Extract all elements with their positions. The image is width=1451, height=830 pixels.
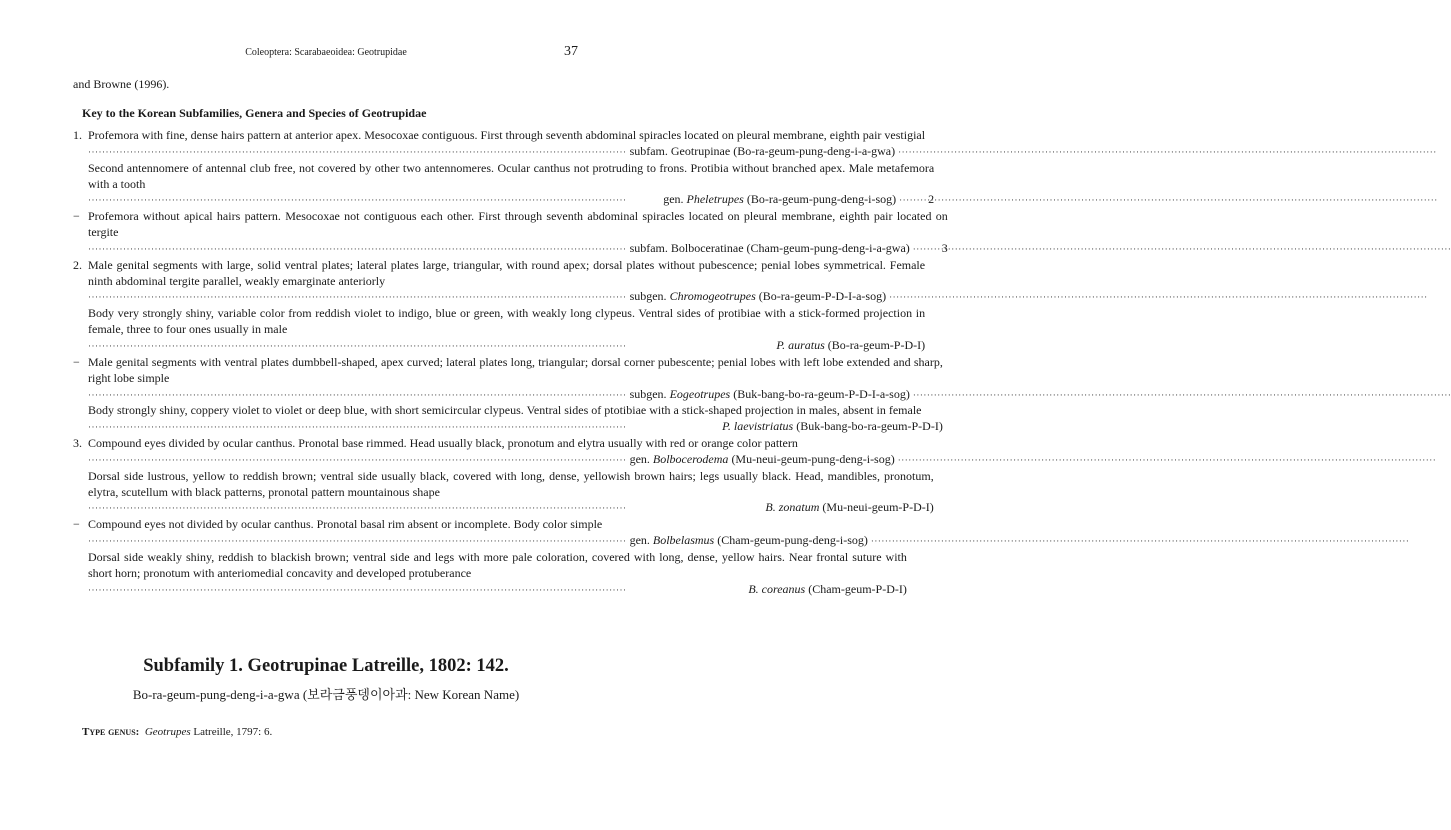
leader-dots bbox=[88, 388, 627, 404]
couplet-result-line bbox=[88, 533, 907, 550]
couplet-reference: 3 bbox=[941, 240, 948, 255]
leader-dots bbox=[889, 290, 925, 306]
leader-dots bbox=[88, 453, 627, 469]
couplet-text bbox=[88, 469, 934, 501]
rank-prefix: gen. bbox=[629, 533, 650, 548]
rank-prefix: subgen. bbox=[629, 289, 667, 304]
type-genus-line bbox=[82, 726, 272, 738]
couplet-description: Dorsal side lustrous, yellow to reddish brown; ventral side usually black, covered with long, dense, yellowish brown hairs; legs usually black. Head, mandibles, pronotum, elytra, scutellum with black patterns, pronotal pattern mountainous shape bbox=[88, 468, 934, 499]
key-couplet-1-alt bbox=[73, 209, 948, 258]
subfamily-heading: Subfamily 1. Geotrupinae Latreille, 1802: 142. bbox=[143, 656, 509, 676]
rank-prefix: gen. bbox=[629, 451, 650, 466]
couplet-number: 1. bbox=[73, 128, 82, 142]
taxon-result: subfam. Geotrupinae (Bo-ra-geum-pung-deng-i-a-gwa) bbox=[629, 143, 896, 158]
intro-text: and Browne (1996). bbox=[73, 77, 170, 91]
leader-dots bbox=[898, 145, 934, 161]
korean-name: (Bo-ra-geum-P-D-I) bbox=[827, 337, 926, 352]
couplet-text bbox=[88, 258, 925, 290]
couplet-description: Compound eyes divided by ocular canthus. Pronotal base rimmed. Head usually black, pronotum and elytra usually with red or orange color pattern bbox=[88, 436, 798, 451]
key-couplet-2-alt bbox=[73, 354, 943, 436]
korean-name: (Mu-neui-geum-pung-deng-i-sog) bbox=[731, 451, 895, 466]
couplet-description: Profemora with fine, dense hairs pattern at anterior apex. Mesocoxae contiguous. First through seventh abdominal spiracles located on pleural membrane, eighth pair vestigial bbox=[88, 128, 926, 142]
couplet-text bbox=[88, 403, 943, 419]
couplet-text bbox=[88, 550, 907, 582]
korean-name: (Cham-geum-P-D-I) bbox=[808, 581, 907, 596]
taxon-name: Eogeotrupes bbox=[669, 386, 731, 401]
korean-name: (Cham-geum-pung-deng-i-sog) bbox=[717, 533, 868, 548]
key-couplet-1 bbox=[73, 128, 935, 209]
leader-dots bbox=[88, 290, 627, 306]
couplet-number: 3. bbox=[73, 436, 82, 451]
rank-prefix: subgen. bbox=[629, 386, 667, 401]
leader-dots bbox=[88, 145, 627, 161]
leader-dots bbox=[88, 242, 627, 258]
leader-dots bbox=[88, 534, 627, 550]
couplet-description: Body very strongly shiny, variable color from reddish violet to indigo, blue or green, with weakly long clypeus. Ventral sides of protibiae with a stick-formed projection in female, three to four ones usually in male bbox=[88, 306, 926, 337]
leader-dots bbox=[899, 193, 925, 209]
couplet-result-line bbox=[88, 338, 925, 355]
leader-dots bbox=[88, 420, 719, 436]
species-name: P. laevistriatus bbox=[722, 419, 794, 434]
couplet-result-line bbox=[88, 419, 943, 436]
korean-name: (Buk-bang-bo-ra-geum-P-D-I-a-sog) bbox=[733, 386, 910, 401]
couplet-description: Compound eyes not divided by ocular canthus. Pronotal basal rim absent or incomplete. Body color simple bbox=[88, 517, 603, 532]
korean-name: (Mu-neui-geum-P-D-I) bbox=[822, 500, 934, 515]
couplet-description: Male genital segments with ventral plates dumbbell-shaped, apex curved; lateral plates long, triangular; dorsal corner pubescente; penial lobes with left lobe extended and sharp, right lobe simple bbox=[88, 354, 943, 385]
couplet-text bbox=[88, 436, 934, 452]
couplet-text bbox=[88, 161, 934, 193]
taxon-name: Bolbocerodema bbox=[652, 451, 729, 466]
type-genus-label: Type genus: bbox=[82, 726, 140, 738]
subfamily-korean-name: Bo-ra-geum-pung-deng-i-a-gwa (보라금풍뎅이아과: New Korean Name) bbox=[132, 687, 520, 702]
couplet-description: Male genital segments with large, solid ventral plates; lateral plates large, triangular, with round apex; dorsal plates without pubescence; penial lobes symmetrical. Female ninth abdominal tergite parallel, weakly emarginate anteriorly bbox=[88, 257, 926, 288]
leader-dots bbox=[88, 339, 773, 355]
couplet-result-line bbox=[88, 452, 934, 469]
couplet-text bbox=[88, 517, 907, 533]
couplet-text bbox=[88, 209, 948, 241]
couplet-text bbox=[88, 355, 943, 387]
couplet-number: − bbox=[73, 354, 80, 369]
couplet-text bbox=[88, 128, 934, 144]
type-genus-name: Geotrupes bbox=[144, 726, 191, 738]
couplet-description: Body strongly shiny, coppery violet to violet or deep blue, with short semicircular clypeus. Ventral sides of ptotibiae with a stick-shaped projection in males, absent in female bbox=[88, 403, 922, 418]
taxon-name: Bolbelasmus bbox=[652, 533, 715, 548]
species-name: B. coreanus bbox=[748, 581, 806, 596]
couplet-result-line bbox=[88, 500, 934, 517]
couplet-number: 2. bbox=[73, 257, 82, 272]
taxon-name: Chromogeotrupes bbox=[669, 289, 756, 304]
leader-dots bbox=[88, 193, 660, 209]
couplet-result-line bbox=[88, 241, 948, 258]
korean-name: (Bo-ra-geum-pung-deng-i-sog) bbox=[746, 192, 897, 207]
leader-dots bbox=[898, 453, 934, 469]
species-name: P. auratus bbox=[776, 337, 825, 352]
korean-name: (Bo-ra-geum-P-D-I-a-sog) bbox=[758, 289, 887, 304]
taxon-name: Pheletrupes bbox=[686, 192, 744, 207]
leader-dots bbox=[913, 242, 939, 258]
key-couplet-3 bbox=[73, 436, 934, 517]
running-title: Coleoptera: Scarabaeoidea: Geotrupidae bbox=[245, 47, 407, 58]
couplet-description: Profemora without apical hairs pattern. Mesocoxae not contiguous each other. First through seventh abdominal spiracles located on pleural membrane, eighth pair located on tergite bbox=[88, 209, 948, 240]
rank-prefix: gen. bbox=[663, 192, 684, 207]
couplet-reference: 2 bbox=[928, 192, 935, 207]
leader-dots bbox=[871, 534, 907, 550]
couplet-result-line bbox=[88, 144, 934, 161]
couplet-result-line bbox=[88, 289, 925, 306]
couplet-result-line bbox=[88, 387, 943, 404]
couplet-description: Second antennomere of antennal club free, not covered by other two antennomeres. Ocular canthus not protruding to frons. Protibia without branched apex. Male metafemora with a tooth bbox=[88, 160, 935, 191]
korean-name: (Buk-bang-bo-ra-geum-P-D-I) bbox=[796, 419, 943, 434]
identification-key bbox=[73, 128, 948, 598]
species-name: B. zonatum bbox=[765, 500, 820, 515]
couplet-result-line bbox=[88, 192, 934, 209]
couplet-number: − bbox=[73, 209, 80, 224]
couplet-result-line bbox=[88, 582, 907, 599]
leader-dots bbox=[88, 583, 745, 599]
key-title: Key to the Korean Subfamilies, Genera and Species of Geotrupidae bbox=[82, 106, 427, 120]
key-couplet-2 bbox=[73, 257, 926, 355]
couplet-text bbox=[88, 306, 925, 338]
key-couplet-3-alt bbox=[73, 517, 907, 598]
page-number: 37 bbox=[564, 44, 578, 59]
taxon-result: subfam. Bolboceratinae (Cham-geum-pung-deng-i-a-gwa) bbox=[629, 240, 910, 255]
type-genus-authority: Latreille, 1797: 6. bbox=[193, 726, 273, 738]
couplet-number: − bbox=[73, 517, 80, 532]
leader-dots bbox=[913, 388, 943, 404]
running-header bbox=[0, 46, 652, 62]
leader-dots bbox=[88, 501, 762, 517]
couplet-description: Dorsal side weakly shiny, reddish to blackish brown; ventral side and legs with more pale coloration, covered with long, dense, yellow hairs. Near frontal suture with short horn; pronotum with anteriomedial concavity and developed protuberance bbox=[88, 549, 907, 580]
